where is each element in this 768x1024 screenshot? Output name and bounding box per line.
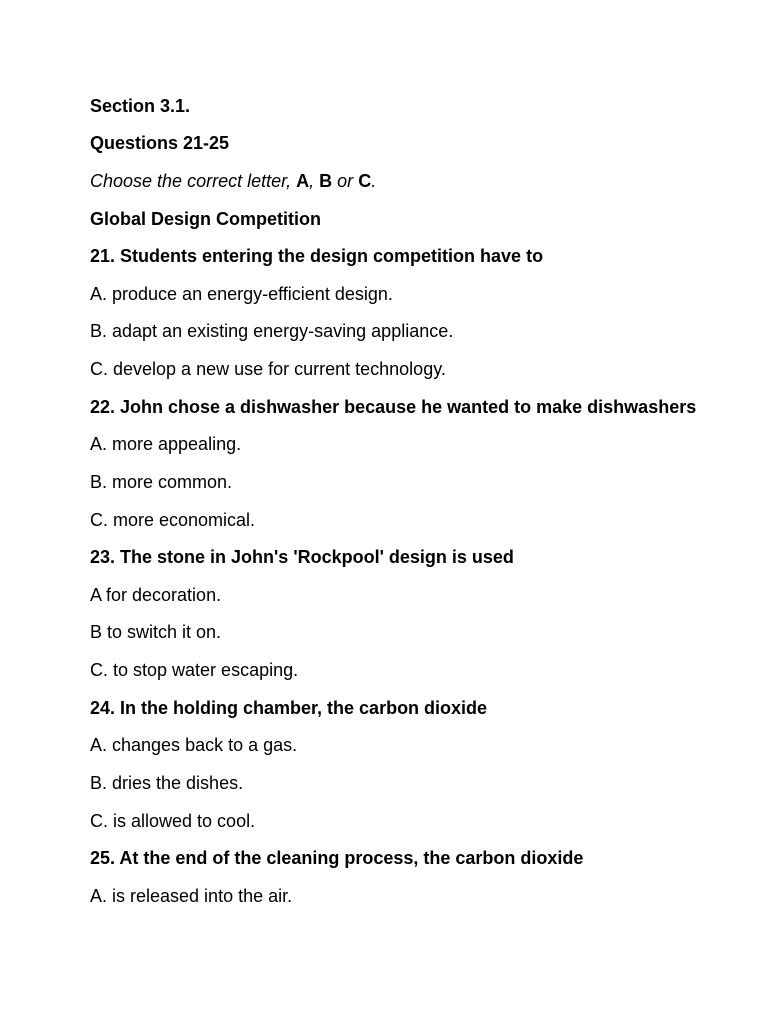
instruction-letter-c: C	[358, 171, 372, 191]
question-21-option-c: C. develop a new use for current technology.	[90, 359, 446, 379]
section-title: Section 3.1.	[90, 96, 191, 116]
instruction-letter-a: A	[296, 171, 310, 191]
question-22: 22. John chose a dishwasher because he wanted to make dishwashers	[90, 397, 697, 417]
instruction-comma: ,	[309, 171, 315, 191]
questions-range: Questions 21-25	[90, 133, 230, 153]
question-22-option-a: A. more appealing.	[90, 434, 242, 454]
instruction-letter-b: B	[319, 171, 333, 191]
question-24-option-c: C. is allowed to cool.	[90, 811, 256, 831]
question-21-option-a: A. produce an energy-efficient design.	[90, 284, 393, 304]
question-25-option-a: A. is released into the air.	[90, 886, 293, 906]
question-22-option-c: C. more economical.	[90, 510, 256, 530]
instruction-period: .	[371, 171, 377, 191]
question-24: 24. In the holding chamber, the carbon dioxide	[90, 698, 488, 718]
question-24-option-a: A. changes back to a gas.	[90, 735, 298, 755]
question-22-option-b: B. more common.	[90, 472, 233, 492]
question-21: 21. Students entering the design competition have to	[90, 246, 544, 266]
question-25: 25. At the end of the cleaning process, the carbon dioxide	[90, 848, 584, 868]
question-23-option-a: A for decoration.	[90, 585, 222, 605]
instruction-line	[90, 169, 376, 193]
instruction-prefix: Choose the correct letter,	[90, 171, 292, 191]
competition-heading: Global Design Competition	[90, 209, 322, 229]
question-23-option-b: B to switch it on.	[90, 622, 222, 642]
question-21-option-b: B. adapt an existing energy-saving appliance.	[90, 321, 454, 341]
question-23-option-c: C. to stop water escaping.	[90, 660, 299, 680]
question-24-option-b: B. dries the dishes.	[90, 773, 244, 793]
instruction-or: or	[337, 171, 354, 191]
question-23: 23. The stone in John's 'Rockpool' design is used	[90, 547, 514, 567]
